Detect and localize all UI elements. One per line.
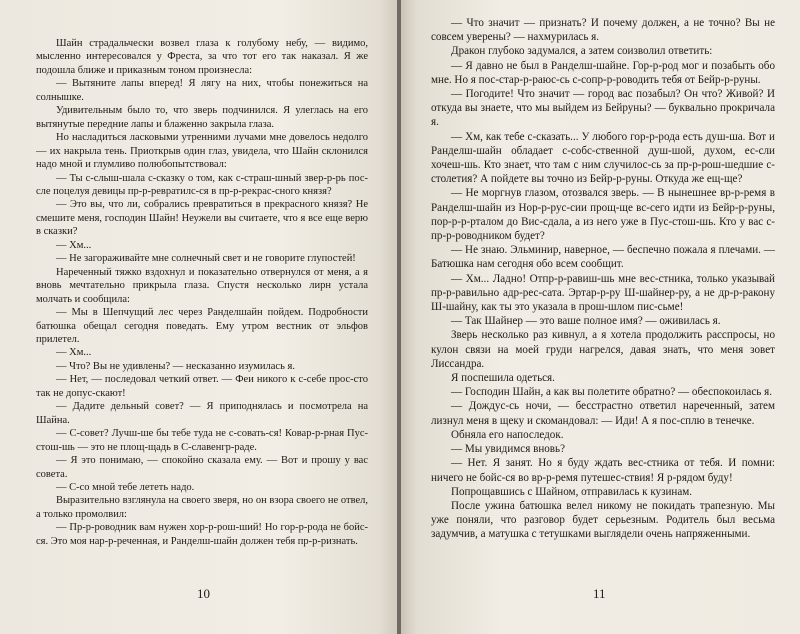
paragraph: После ужина батюшка велел никому не покидать трапезную. Мы уже поняли, что разговор будет серьезным. Родитель был весьма задумчив, а матушка с тетушками выглядели очень напряженными. [431,499,775,541]
page-number: 11 [593,586,606,601]
right-page-text [431,16,775,542]
paragraph: — Мы увидимся вновь? [451,443,566,456]
paragraph: — Я давно не был в Ранделш-шайне. Гор-р-род мог и позабыть обо мне. Но я пос-стар-р-раюс-сь с-сопр-р-роводить тебя от Бейр-р-руны. [431,59,775,86]
paragraph: — Господин Шайн, а как вы полетите обратно? — обеспокоилась я. [451,386,772,399]
left-page-text [36,37,368,548]
paragraph: — С-со мной тебе лететь надо. [56,481,195,493]
paragraph: — Ты с-слыш-шала с-сказку о том, как с-страш-шный звер-р-рь пос-сле поцелуя девицы пр-р-ревратилс-ся в пр-р-рекрас-сного князя? [36,172,368,197]
paragraph: — Дождус-сь ночи, — бесстрастно ответил нареченный, затем лизнул меня в щеку и скомандовал: — Иди! А я пос-сплю в тенечке. [431,400,775,427]
paragraph: — Погодите! Что значит — город вас позабыл? Он что? Живой? И откуда вы знаете, что мы выйдем из Бейруны? — буквально прокричала я. [431,88,775,129]
paragraph: — С-совет? Лучш-ше бы тебе туда не с-совать-ся! Ковар-р-рная Пус-стош-шь — это не площ-щадь в С-славенгр-раде. [36,428,368,453]
paragraph: — Так Шайнер — это ваше полное имя? — оживилась я. [451,315,721,328]
paragraph: — Не знаю. Эльминир, наверное, — беспечно пожала я плечами. — Батюшка нам сегодня обо всем сообщит. [431,244,775,271]
paragraph: — Я это понимаю, — спокойно сказала ему. — Вот и прошу у вас совета. [36,455,368,480]
paragraph: — Нет. Я занят. Но я буду ждать вес-стника от тебя. И помни: ничего не бойс-ся во вр-р-ремя путешес-ствия! Я р-рядом буду! [431,457,775,484]
paragraph: — Пр-р-роводник вам нужен хор-р-рош-ший! Но гор-р-рода не бойс-ся. Это моя нар-р-реченная, и Ранделш-шайн должен тебя пр-р-ризнать. [36,522,368,547]
paragraph: Дракон глубоко задумался, а затем соизволил ответить: [451,45,713,58]
paragraph: Попрощавшись с Шайном, отправилась к кузинам. [451,485,693,498]
right-page [401,0,800,634]
paragraph: Но насладиться ласковыми утренними лучами мне довелось недолго — их накрыла тень. Приоткрыв один глаз, увидела, что Шайн склонился надо мной и глумливо полюбопытствовал: [36,132,368,171]
paragraph: — Хм... [56,347,92,359]
paragraph: — Нет, — последовал четкий ответ. — Феи никого к с-себе прос-сто так не допус-скают! [36,374,368,399]
paragraph: Обняла его напоследок. [451,428,564,441]
paragraph: — Это вы, что ли, собрались превратиться в прекрасного князя? Не смешите меня, господин Шайн! Неужели вы считаете, что я все еще верю в сказки? [36,199,368,238]
paragraph: — Не моргнув глазом, отозвался зверь. — В нынешнее вр-р-ремя в Ранделш-шайн из Нор-р-рус-сии прощ-ще вс-сего идти из Бейр-р-руны, пор-р-р-рталом до Вис-сдала, а из него уже в Пус-стош-шь. Кто у вас с-пр-р-роводником будет? [431,187,775,243]
paragraph: Удивительным было то, что зверь подчинился. Я улеглась на его вытянутые передние лапы и блаженно закрыла глаза. [36,105,368,130]
paragraph: — Хм... Ладно! Отпр-р-равиш-шь мне вес-стника, только указывай пр-р-равильно адр-рес-сата. Эртар-р-ру Ш-шайнер-ру, а не др-р-ракону Ш-шайну, как ты это указала в прош-шлом пис-сьме! [431,272,775,314]
paragraph: Выразительно взглянула на своего зверя, но он взора своего не отвел, а только промолвил: [36,495,368,520]
paragraph: — Дадите дельный совет? — Я приподнялась и посмотрела на Шайна. [36,401,368,426]
paragraph: Нареченный тяжко вздохнул и показательно отвернулся от меня, а я вновь мечтательно прикрыла глаза. Спустя несколько лирн устала молчать и сообщила: [36,266,368,305]
paragraph: Зверь несколько раз кивнул, а я хотела продолжить расспросы, но кулон связи на моей груди нагрелся, давая знать, что меня зовет Лиссандра. [431,329,775,370]
paragraph: — Что? Вы не удивлены? — несказанно изумилась я. [56,360,295,372]
paragraph: — Мы в Шепчущий лес через Ранделшайн пойдем. Подробности батюшка обещал сегодня поведать. Ему утром вестник от эльфов прилетел. [36,307,368,345]
paragraph: — Хм... [56,239,92,251]
paragraph: — Что значит — признать? И почему должен, а не точно? Вы не совсем уверены? — нахмурилась я. [431,17,775,44]
left-page [0,0,399,634]
paragraph: — Вытяните лапы вперед! Я лягу на них, чтобы понежиться на солнышке. [36,78,368,103]
paragraph: — Хм, как тебе с-сказать... У любого гор-р-рода есть душ-ша. Вот и Ранделш-шайн обладает с-собс-ственной душ-шой, духом, ес-сли хочеш-шь. Кто знает, что там с ним случилос-сь за пр-р-рош-шедшие с-столетия? А пойдете вы точно из Бейр-р-руны. Откуда же ещ-ще? [431,130,775,186]
page-number: 10 [197,586,210,601]
paragraph: — Не загораживайте мне солнечный свет и не говорите глупостей! [56,253,356,265]
paragraph: Я поспешила одеться. [451,372,555,385]
paragraph: Шайн страдальчески возвел глаза к голубому небу, — видимо, мысленно интересовался у Фреста, за что тот его так наказал. Я же подошла ближе и приказным тоном произнесла: [36,38,368,76]
